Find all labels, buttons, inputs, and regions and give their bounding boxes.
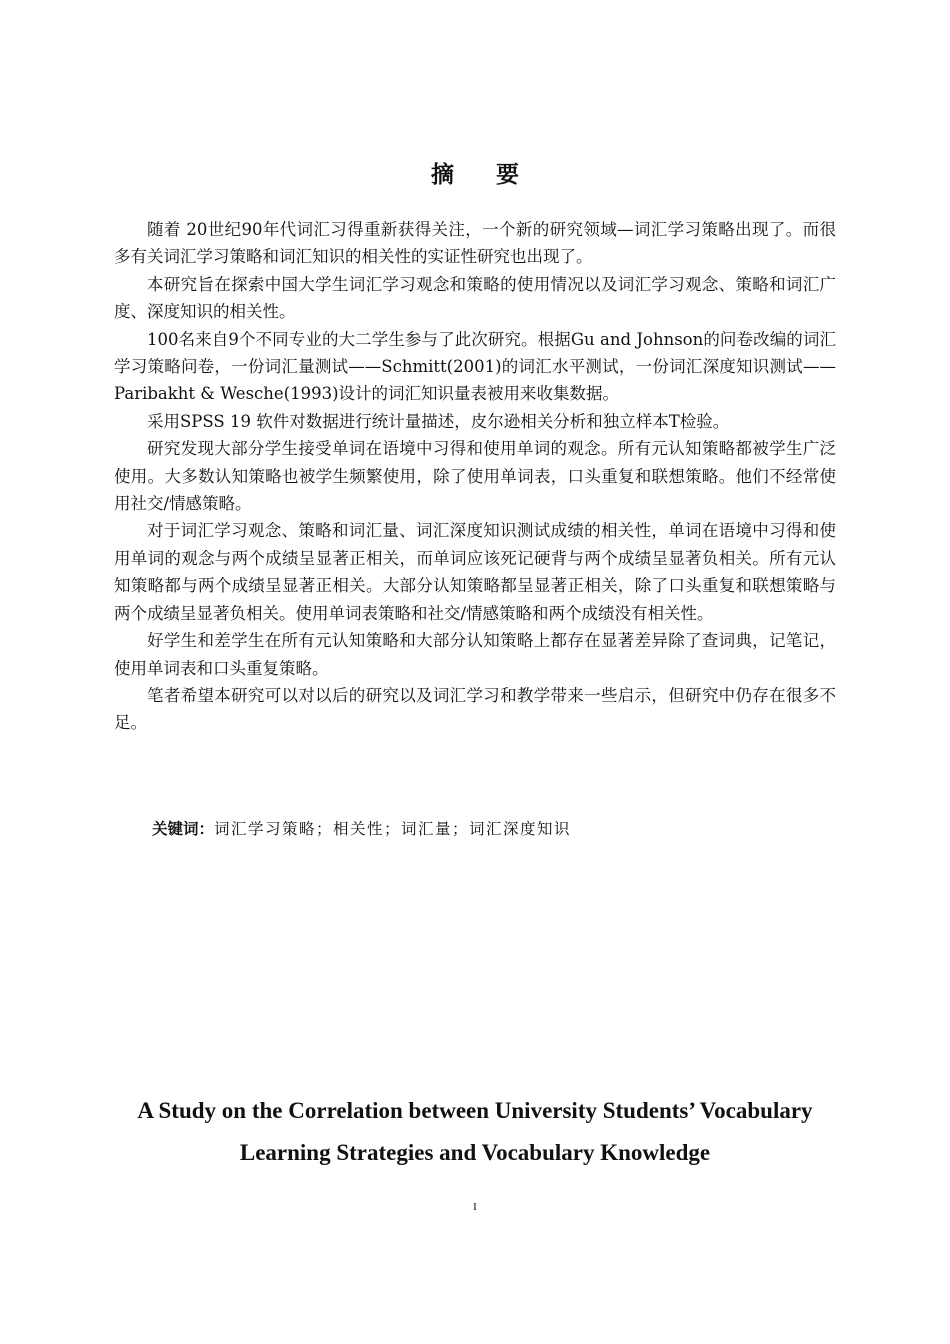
keywords-label: 关键词： [152,820,215,838]
abstract-paragraph-3: 100名来自9个不同专业的大二学生参与了此次研究。根据Gu and Johnson的问卷改编的词汇学习策略问卷，一份词汇量测试——Schmitt(2001)的词汇水平测试，一份词汇深度知识测试——Paribakht & Wesche(1993)设计的词汇知识量表被用来收集数据。 [114,329,836,404]
abstract-paragraph-6: 对于词汇学习观念、策略和词汇量、词汇深度知识测试成绩的相关性，单词在语境中习得和使用单词的观念与两个成绩呈显著正相关，而单词应该死记硬背与两个成绩呈显著负相关。所有元认知策略都与两个成绩呈显著正相关。大部分认知策略都呈显著正相关，除了口头重复和联想策略与两个成绩呈显著负相关。使用单词表策略和社交/情感策略和两个成绩没有相关性。 [114,521,836,623]
abstract-paragraph-8: 笔者希望本研究可以对以后的研究以及词汇学习和教学带来一些启示，但研究中仍存在很多不足。 [114,685,836,733]
abstract-paragraph-5: 研究发现大部分学生接受单词在语境中习得和使用单词的观念。所有元认知策略都被学生广泛使用。大多数认知策略也被学生频繁使用，除了使用单词表，口头重复和联想策略。他们不经常使用社交/情感策略。 [114,439,836,514]
abstract-paragraph-2: 本研究旨在探索中国大学生词汇学习观念和策略的使用情况以及词汇学习观念、策略和词汇广度、深度知识的相关性。 [114,274,836,322]
keywords-line [152,816,852,842]
english-title [80,1090,870,1174]
keywords-value: 词汇学习策略；相关性；词汇量；词汇深度知识 [214,820,572,838]
english-title-line-2: Learning Strategies and Vocabulary Knowledge [239,1140,711,1165]
abstract-paragraph-1: 随着 20世纪90年代词汇习得重新获得关注，一个新的研究领域—词汇学习策略出现了。而很多有关词汇学习策略和词汇知识的相关性的实证性研究也出现了。 [114,220,836,267]
abstract-heading: 摘要 [431,162,561,188]
abstract-paragraph-4: 采用SPSS 19 软件对数据进行统计量描述，皮尔逊相关分析和独立样本T检验。 [147,411,730,431]
page-number: I [473,1201,477,1213]
abstract-body [114,216,836,737]
abstract-paragraph-7: 好学生和差学生在所有元认知策略和大部分认知策略上都存在显著差异除了查词典，记笔记，使用单词表和口头重复策略。 [114,631,836,678]
english-title-line-1: A Study on the Correlation between University Students’ Vocabulary [137,1098,813,1123]
